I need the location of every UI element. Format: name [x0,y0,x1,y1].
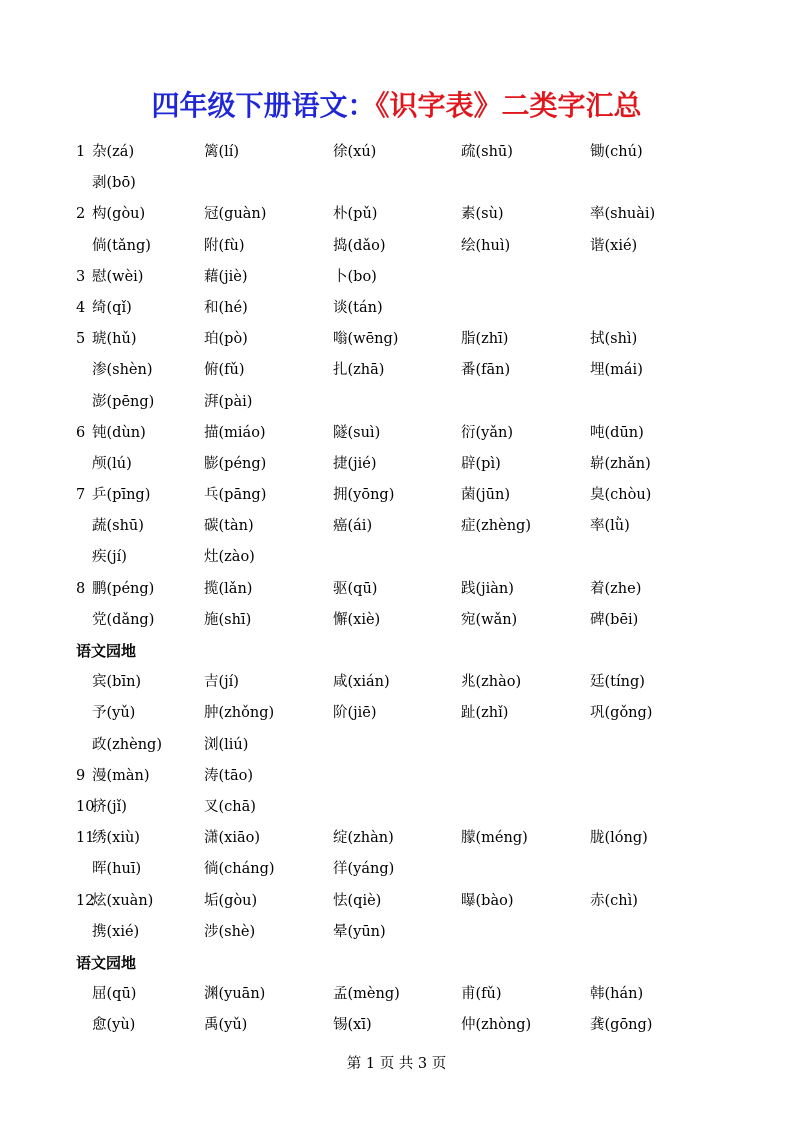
character-entry: 鹏(péng) [92,580,155,597]
character-entry: 吉(jí) [204,674,239,691]
character-row [0,480,793,511]
character-entry: 崭(zhǎn) [590,455,651,472]
character-entry: 甫(fǔ) [461,986,502,1003]
character-entry: 揽(lǎn) [204,580,253,597]
character-entry: 颅(lú) [92,455,132,472]
character-entry: 绽(zhàn) [333,830,394,847]
character-entry: 灶(zào) [204,549,255,566]
character-entry: 肿(zhǒng) [204,705,275,722]
character-entry: 施(shī) [204,611,252,628]
character-entry: 晖(huī) [92,861,142,878]
character-entry: 隧(suì) [333,424,381,441]
character-entry: 谐(xié) [590,237,638,254]
character-entry: 番(fān) [461,362,511,379]
character-row [0,667,793,698]
character-row [0,231,793,262]
character-entry: 宾(bīn) [92,674,142,691]
lesson-number: 11 [76,830,95,847]
character-entry: 杂(zá) [92,144,135,160]
character-entry: 仲(zhòng) [461,1017,532,1034]
character-entry: 赤(chì) [590,892,638,909]
lesson-number: 7 [76,487,86,504]
character-entry: 宛(wǎn) [461,611,518,628]
character-entry: 捣(dǎo) [333,237,386,254]
section-heading-row [0,948,793,979]
character-row [0,137,793,168]
character-entry: 垢(gòu) [204,892,258,909]
page-footer: 第 1 页 共 3 页 [346,1056,447,1072]
character-row [0,199,793,230]
character-entry: 怯(qiè) [333,892,382,909]
character-entry: 绘(huì) [461,237,511,254]
character-entry: 朴(pǔ) [333,206,378,223]
character-entry: 篱(lí) [204,144,240,160]
character-row [0,698,793,729]
character-entry: 锄(chú) [590,144,643,160]
character-entry: 和(hé) [204,299,248,316]
character-entry: 附(fù) [204,237,245,254]
character-entry: 衍(yǎn) [461,424,513,441]
character-entry: 剥(bō) [92,175,136,192]
character-entry: 胧(lóng) [590,830,648,847]
character-row [0,730,793,761]
character-entry: 拭(shì) [590,331,638,348]
character-entry: 屈(qū) [92,986,137,1003]
character-entry: 率(shuài) [590,206,656,223]
character-entry: 愈(yù) [92,1017,136,1034]
character-row [0,293,793,324]
character-entry: 兆(zhào) [461,674,522,691]
character-row [0,792,793,823]
character-entry: 炫(xuàn) [92,892,154,909]
character-entry: 锡(xī) [333,1017,372,1034]
character-entry: 践(jiàn) [461,580,514,597]
character-list [0,137,793,1041]
character-row [0,761,793,792]
lesson-number: 8 [76,580,86,597]
character-entry: 孟(mèng) [333,986,400,1003]
character-entry: 徜(cháng) [204,861,275,878]
character-entry: 描(miáo) [204,424,266,441]
character-row [0,542,793,573]
character-entry: 构(gòu) [92,206,146,223]
character-entry: 珀(pò) [204,331,248,348]
lesson-number: 5 [76,331,86,348]
character-entry: 捷(jié) [333,455,377,472]
character-entry: 谈(tán) [333,299,383,316]
character-entry: 率(lǜ) [590,518,630,535]
character-row [0,823,793,854]
character-entry: 臭(chòu) [590,487,652,504]
character-entry: 廷(tíng) [590,674,645,691]
character-row [0,387,793,418]
character-row [0,886,793,917]
character-entry: 龚(gōng) [590,1017,653,1034]
character-entry: 携(xié) [92,923,140,940]
character-entry: 俯(fǔ) [204,362,245,379]
section-heading-row [0,636,793,667]
character-entry: 藉(jiè) [204,268,248,285]
character-entry: 懈(xiè) [333,611,381,628]
character-entry: 慰(wèi) [92,268,144,285]
character-entry: 着(zhe) [590,580,642,597]
title-part-1: 四年级下册语文： [151,89,376,122]
character-entry: 绮(qǐ) [92,299,132,316]
page-title [0,84,793,128]
character-entry: 琥(hǔ) [92,331,137,348]
character-entry: 予(yǔ) [92,705,136,722]
character-entry: 碑(bēi) [590,611,639,628]
character-entry: 朦(méng) [461,830,528,847]
character-entry: 疾(jí) [92,549,127,566]
character-row [0,324,793,355]
character-row [0,262,793,293]
lesson-number: 10 [76,798,95,815]
character-entry: 巩(gǒng) [590,705,653,722]
lesson-number: 3 [76,268,86,285]
character-entry: 症(zhèng) [461,518,531,535]
character-entry: 乒(pīng) [92,487,151,504]
character-entry: 挤(jǐ) [92,798,127,815]
character-entry: 倘(tǎng) [92,237,151,254]
character-entry: 渊(yuān) [204,986,266,1003]
character-entry: 碳(tàn) [204,518,254,535]
character-entry: 晕(yūn) [333,923,386,940]
character-entry: 嗡(wēng) [333,331,399,348]
character-entry: 党(dǎng) [92,611,155,628]
lesson-number: 2 [76,206,86,223]
character-entry: 曝(bào) [461,892,514,909]
character-entry: 趾(zhǐ) [461,705,509,722]
character-entry: 吨(dūn) [590,424,644,441]
title-part-2: 《识字表》二类字汇总 [375,89,642,122]
character-entry: 疏(shū) [461,144,513,160]
lesson-number: 12 [76,892,95,909]
character-entry: 卜(bo) [333,268,377,285]
character-entry: 冠(guàn) [204,206,267,223]
character-entry: 拥(yōng) [333,487,395,504]
character-entry: 咸(xián) [333,674,390,691]
character-entry: 潇(xiāo) [204,830,261,847]
character-row [0,511,793,542]
character-entry: 菌(jūn) [461,487,510,504]
character-entry: 浏(liú) [204,736,249,753]
character-entry: 扎(zhā) [333,362,385,379]
character-entry: 埋(mái) [590,362,643,379]
character-entry: 绣(xiù) [92,830,140,847]
lesson-number: 4 [76,299,86,316]
character-row [0,917,793,948]
character-entry: 叉(chā) [204,798,256,815]
section-heading: 语文园地 [76,642,137,660]
character-row [0,355,793,386]
character-row [0,449,793,480]
character-row [0,605,793,636]
character-entry: 癌(ái) [333,518,373,535]
character-row [0,979,793,1010]
character-entry: 辟(pì) [461,455,501,472]
character-entry: 漫(màn) [92,767,150,784]
section-heading: 语文园地 [76,953,137,972]
character-entry: 政(zhèng) [92,736,162,753]
character-entry: 涛(tāo) [204,767,254,784]
character-entry: 钝(dùn) [92,424,146,441]
character-entry: 渗(shèn) [92,362,153,379]
character-entry: 脂(zhī) [461,331,509,348]
character-entry: 禹(yǔ) [204,1017,248,1034]
character-entry: 膨(péng) [204,455,267,472]
character-entry: 湃(pài) [204,393,253,410]
character-entry: 徉(yáng) [333,861,395,878]
character-entry: 澎(pēng) [92,393,155,410]
character-row [0,1010,793,1041]
character-entry: 驱(qū) [333,580,378,597]
character-entry: 韩(hán) [590,986,644,1003]
character-row [0,168,793,199]
character-entry: 阶(jiē) [333,705,377,722]
character-entry: 素(sù) [461,206,504,223]
character-entry: 徐(xú) [333,144,377,160]
lesson-number: 6 [76,424,86,441]
character-entry: 蔬(shū) [92,518,144,535]
character-entry: 乓(pāng) [204,487,267,504]
lesson-number: 9 [76,767,86,784]
character-row [0,418,793,449]
character-row [0,574,793,605]
character-entry: 涉(shè) [204,923,256,940]
character-row [0,854,793,885]
lesson-number: 1 [76,144,86,160]
